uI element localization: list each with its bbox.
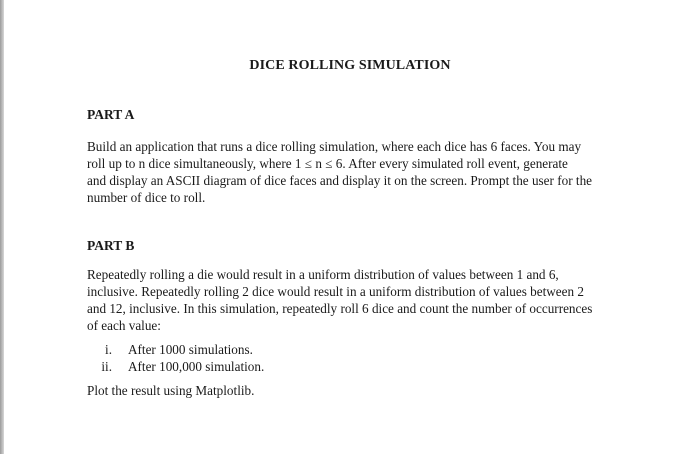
part-b-line: inclusive. Repeatedly rolling 2 dice would result in a uniform distribution of values between 2 <box>87 284 584 299</box>
list-item-number: i. <box>105 342 112 357</box>
part-b-heading: PART B <box>87 238 135 253</box>
simulation-list <box>87 341 487 375</box>
plot-instruction: Plot the result using Matplotlib. <box>87 383 255 398</box>
part-b-line: Repeatedly rolling a die would result in a uniform distribution of values between 1 and 6, <box>87 267 559 282</box>
part-a-paragraph <box>87 138 617 206</box>
part-a-line: number of dice to roll. <box>87 190 206 205</box>
part-a-line: and display an ASCII diagram of dice faces and display it on the screen. Prompt the user for the <box>87 173 593 188</box>
list-item-text: After 1000 simulations. <box>128 342 253 357</box>
part-b-paragraph <box>87 266 617 334</box>
list-item-text: After 100,000 simulation. <box>128 359 265 374</box>
list-item <box>87 358 487 375</box>
part-a-line: roll up to n dice simultaneously, where 1 ≤ n ≤ 6. After every simulated roll event, generate <box>87 156 568 171</box>
document-title: DICE ROLLING SIMULATION <box>249 58 451 73</box>
part-b-line: and 12, inclusive. In this simulation, repeatedly roll 6 dice and count the number of occurrences <box>87 301 593 316</box>
part-a-line: Build an application that runs a dice rolling simulation, where each dice has 6 faces. You may <box>87 139 582 154</box>
part-a-heading: PART A <box>87 107 135 122</box>
part-b-line: of each value: <box>87 318 161 333</box>
list-item-number: ii. <box>101 359 112 374</box>
list-item <box>87 341 487 358</box>
